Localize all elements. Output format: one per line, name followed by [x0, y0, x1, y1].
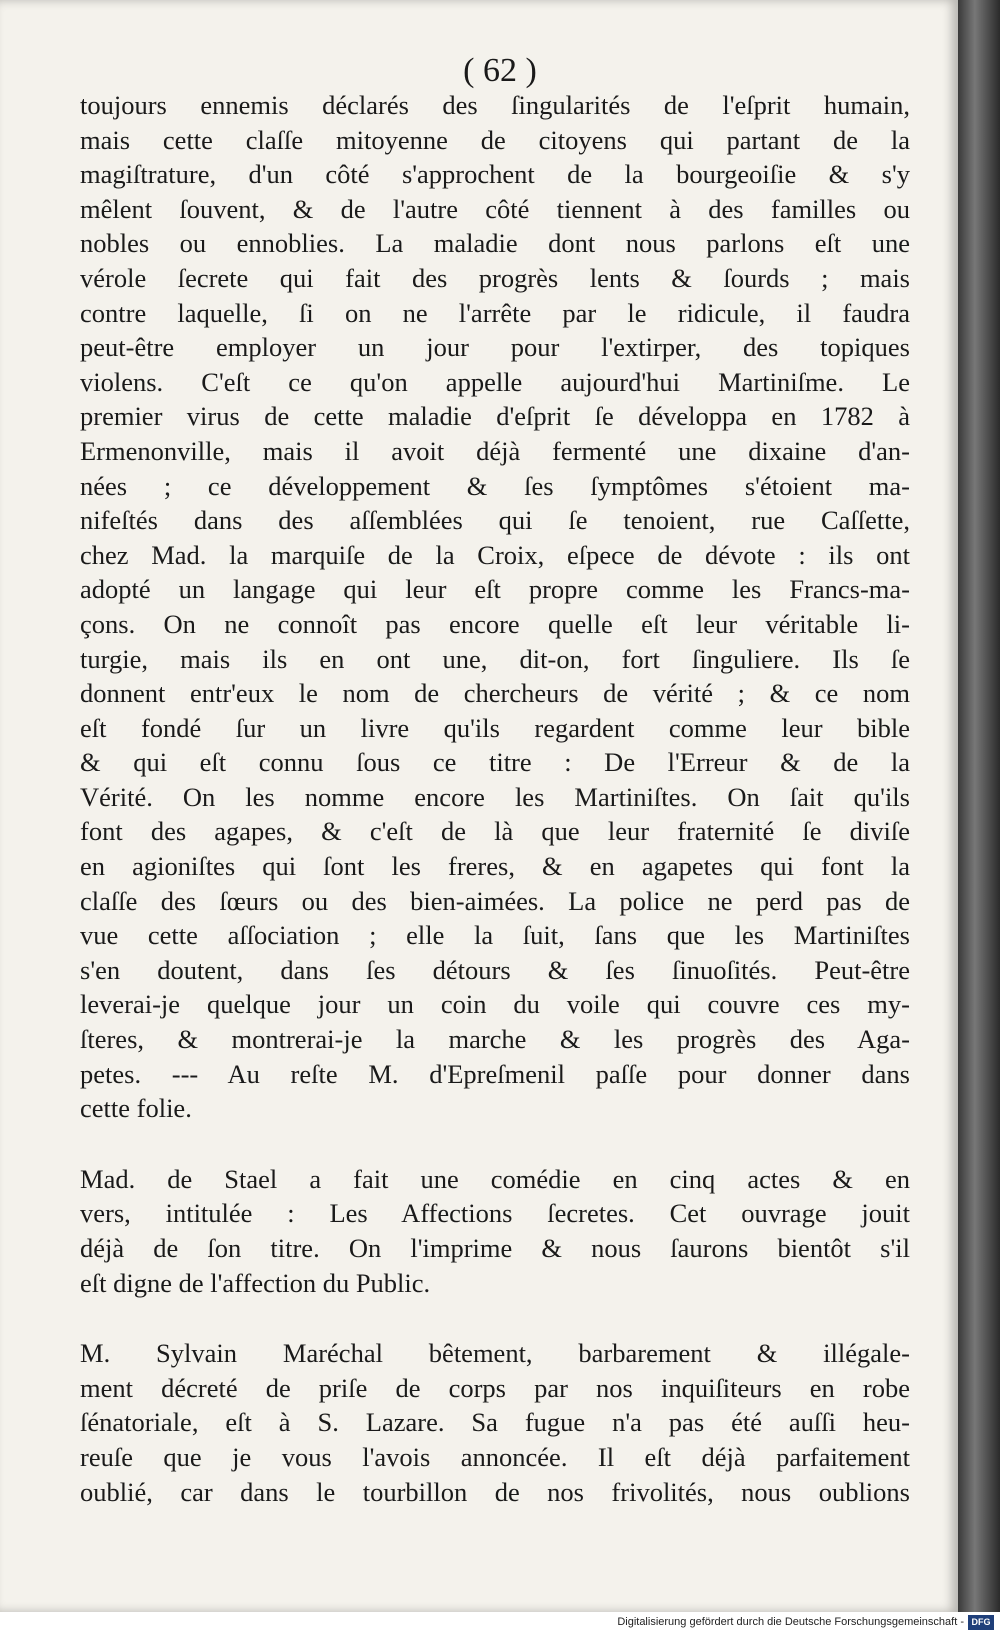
text-line: premier virus de cette maladie d'eſprit ſe développa en 1782 à — [80, 401, 910, 432]
text-line: petes. --- Au reſte M. d'Epreſmenil paſſe pour donner dans — [80, 1058, 910, 1089]
text-line: nées ; ce développement & ſes ſymptômes s'étoient ma- — [80, 470, 910, 501]
text-line: reuſe que je vous l'avois annoncée. Il eſt déjà parfaitement — [80, 1441, 910, 1472]
text-line: mais cette claſſe mitoyenne de citoyens qui partant de la — [80, 124, 910, 155]
text-line: donnent entr'eux le nom de chercheurs de vérité ; & ce nom — [80, 678, 910, 709]
text-line: ment décreté de priſe de corps par nos inquiſiteurs en robe — [80, 1372, 910, 1403]
text-line: mêlent ſouvent, & de l'autre côté tiennent à des familles ou — [80, 193, 910, 224]
text-line: adopté un langage qui leur eſt propre comme les Francs-ma- — [80, 574, 910, 605]
text-line: Mad. de Stael a fait une comédie en cinq actes & en — [80, 1163, 910, 1194]
text-line: contre laquelle, ſi on ne l'arrête par le ridicule, il faudra — [80, 297, 910, 328]
text-line: turgie, mais ils en ont une, dit-on, fort ſinguliere. Ils ſe — [80, 643, 910, 674]
text-line: Vérité. On les nomme encore les Martiniſtes. On ſait qu'ils — [80, 781, 910, 812]
text-line: ſteres, & montrerai-je la marche & les progrès des Aga- — [80, 1024, 910, 1055]
text-line: vérole ſecrete qui fait des progrès lents & ſourds ; mais — [80, 262, 910, 293]
text-line: çons. On ne connoît pas encore quelle eſt leur véritable li- — [80, 608, 910, 639]
text-line: toujours ennemis déclarés des ſingularités de l'eſprit humain, — [80, 90, 910, 120]
text-line: oublié, car dans le tourbillon de nos frivolités, nous oublions — [80, 1476, 910, 1507]
text-line: nobles ou ennoblies. La maladie dont nous parlons eſt une — [80, 228, 910, 259]
text-line: s'en doutent, dans ſes détours & ſes ſinuoſités. Peut-être — [80, 954, 910, 985]
text-line: ſénatoriale, eſt à S. Lazare. Sa fugue n'a pas été auſſi heu- — [80, 1407, 910, 1438]
text-line: font des agapes, & c'eſt de là que leur fraternité ſe diviſe — [80, 816, 910, 847]
digitization-credit: Digitalisierung gefördert durch die Deutsche Forschungsgemeinschaft - — [617, 1616, 964, 1628]
text-line: nifeſtés dans des aſſemblées qui ſe tenoient, rue Caſſette, — [80, 505, 910, 536]
paragraph-2 — [80, 1162, 910, 1300]
text-line: leverai-je quelque jour un coin du voile qui couvre ces my- — [80, 989, 910, 1020]
text-line: cette folie. — [80, 1093, 192, 1124]
text-line: peut-être employer un jour pour l'extirper, des topiques — [80, 332, 910, 363]
text-line: Ermenonville, mais il avoit déjà fermenté une dixaine d'an- — [80, 435, 910, 466]
footer-bar — [0, 1612, 1000, 1634]
text-line: & qui eſt connu ſous ce titre : De l'Erreur & de la — [80, 747, 910, 778]
page-edge-shadow — [958, 0, 1000, 1612]
text-line: M. Sylvain Maréchal bêtement, barbarement & illégale- — [80, 1338, 910, 1369]
text-line: déjà de ſon titre. On l'imprime & nous ſaurons bientôt s'il — [80, 1233, 910, 1263]
text-line: eſt fondé ſur un livre qu'ils regardent comme leur bible — [80, 712, 910, 743]
text-line: chez Mad. la marquiſe de la Croix, eſpece de dévote : ils ont — [80, 539, 910, 570]
paragraph-3 — [80, 1336, 910, 1509]
text-line: vue cette aſſociation ; elle la ſuit, ſans que les Martiniſtes — [80, 920, 910, 951]
dfg-logo: DFG — [968, 1615, 994, 1630]
text-line: vers, intitulée : Les Affections ſecretes. Cet ouvrage jouit — [80, 1198, 910, 1229]
page-number: ( 62 ) — [463, 52, 537, 89]
text-line: eſt digne de l'affection du Public. — [80, 1267, 431, 1298]
body-text — [80, 88, 910, 1509]
text-line: magiſtrature, d'un côté s'approchent de la bourgeoiſie & s'y — [80, 159, 910, 190]
paragraph-1 — [80, 88, 910, 1126]
text-line: violens. C'eſt ce qu'on appelle aujourd'hui Martiniſme. Le — [80, 366, 910, 397]
text-line: claſſe des ſœurs ou des bien-aimées. La police ne perd pas de — [80, 885, 910, 916]
text-line: en agioniſtes qui ſont les freres, & en agapetes qui font la — [80, 851, 910, 882]
